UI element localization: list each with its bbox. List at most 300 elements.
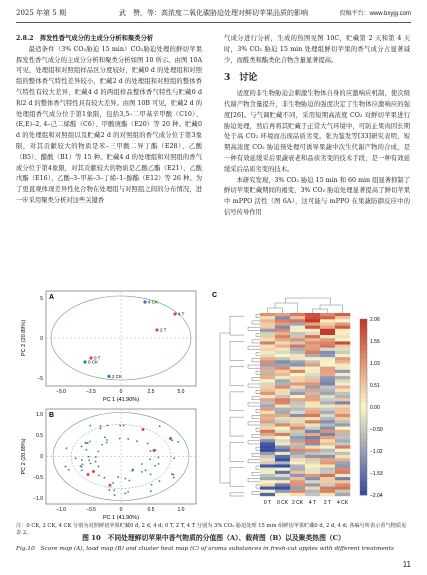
heatmap-cell xyxy=(260,398,275,401)
heatmap-cell xyxy=(335,420,350,423)
loading-point xyxy=(81,459,83,461)
loading-point xyxy=(173,457,175,459)
panel-a-label: A xyxy=(49,294,55,301)
heatmap-cell xyxy=(335,363,350,366)
loading-point xyxy=(85,442,87,444)
figure-caption-en: Fig.10 Score map (A), load map (B) and cluster heat map (C) of aroma substances in fresh-cut apples with different treatments xyxy=(16,546,394,552)
heatmap-cell xyxy=(275,335,290,338)
loading-point xyxy=(95,456,97,458)
heatmap-cell xyxy=(320,354,335,357)
heatmap-cell xyxy=(335,405,350,408)
colorbar-segment xyxy=(360,464,367,469)
heatmap-cell xyxy=(260,461,275,464)
colorbar-segment xyxy=(360,403,367,408)
heatmap-cell xyxy=(260,319,275,322)
colorbar-segment xyxy=(360,319,367,324)
dendrogram-branch xyxy=(256,371,260,374)
heatmap-cell xyxy=(320,401,335,404)
axis-a-x-label: PC 1 (41.90%) xyxy=(102,397,140,403)
heatmap-cell xyxy=(335,395,350,398)
heatmap-cell xyxy=(320,449,335,452)
heatmap-cell xyxy=(290,464,305,467)
loading-sample-point xyxy=(87,473,90,476)
heatmap-cell xyxy=(305,420,320,423)
heatmap-cell xyxy=(260,370,275,373)
loading-point xyxy=(123,424,125,426)
heatmap-column-label: 4 CK xyxy=(336,500,349,506)
axis-b-y-label: PC 2 (20.89%) xyxy=(21,438,27,475)
loading-point xyxy=(104,436,106,438)
heatmap-cell xyxy=(320,483,335,486)
dendrogram-branch xyxy=(256,447,260,450)
colorbar-segment xyxy=(360,341,367,346)
dendrogram-branch xyxy=(256,428,260,431)
loading-point xyxy=(90,462,92,464)
heatmap-cell xyxy=(305,430,320,433)
axis-b-x-tick: 0 xyxy=(119,507,123,513)
loading-point xyxy=(88,459,90,461)
loading-point xyxy=(159,425,161,427)
axis-a-x-tick: 5.0 xyxy=(177,389,185,395)
heatmap-cell xyxy=(275,382,290,385)
dendrogram-branch xyxy=(256,352,260,355)
heatmap-cell xyxy=(320,367,335,370)
heatmap-cell xyxy=(320,477,335,480)
dendrogram-branch xyxy=(252,340,260,343)
heatmap-cell xyxy=(335,458,350,461)
loading-sample-point xyxy=(142,428,145,431)
heatmap-cell xyxy=(305,351,320,354)
heatmap-cell xyxy=(335,442,350,445)
heatmap-cell xyxy=(275,458,290,461)
heatmap-cell xyxy=(275,373,290,376)
heatmap-cell xyxy=(290,442,305,445)
loading-point xyxy=(100,425,102,427)
heatmap-cell xyxy=(320,420,335,423)
loading-point xyxy=(65,466,67,468)
dendrogram-branch xyxy=(252,378,260,381)
loading-point xyxy=(68,469,70,471)
axis-b-y-tick: −0.5 xyxy=(33,475,43,481)
loading-point xyxy=(75,457,77,459)
heatmap-cell xyxy=(260,395,275,398)
loading-points xyxy=(65,424,179,496)
dendrogram-branch xyxy=(230,341,244,360)
loading-sample-point xyxy=(92,470,95,473)
heatmap-cell xyxy=(335,401,350,404)
loading-point xyxy=(158,463,160,465)
loading-point xyxy=(150,450,152,452)
heatmap-cell xyxy=(290,316,305,319)
heatmap-cell xyxy=(260,316,275,319)
colorbar-segment xyxy=(360,455,367,460)
heatmap-cell xyxy=(335,335,350,338)
heatmap-cell xyxy=(335,326,350,329)
colorbar-segment xyxy=(360,411,367,416)
heatmap-cell xyxy=(275,338,290,341)
heatmap-cell xyxy=(290,351,305,354)
heatmap-cell xyxy=(320,468,335,471)
heatmap-cell xyxy=(290,360,305,363)
colorbar-segment xyxy=(360,385,367,390)
heatmap-cell xyxy=(320,316,335,319)
heatmap-cell xyxy=(290,408,305,411)
heatmap-cell xyxy=(260,338,275,341)
heatmap-cell xyxy=(275,461,290,464)
score-point-label: 0 CK xyxy=(88,359,99,365)
heatmap-cell xyxy=(320,458,335,461)
header-rule xyxy=(16,22,411,23)
heatmap-cell xyxy=(290,446,305,449)
heatmap-cell xyxy=(320,427,335,430)
heatmap-cell xyxy=(275,395,290,398)
loading-point xyxy=(141,463,143,465)
score-point xyxy=(155,328,158,331)
heatmap-cell xyxy=(335,319,350,322)
score-points xyxy=(83,300,184,379)
heatmap-cell xyxy=(335,430,350,433)
loading-point xyxy=(81,469,83,471)
heatmap-cell xyxy=(290,490,305,493)
heatmap-cell xyxy=(275,449,290,452)
colorbar-segment xyxy=(360,345,367,350)
heatmap-cell xyxy=(335,427,350,430)
heatmap-cell xyxy=(305,446,320,449)
heatmap-cell xyxy=(275,313,290,316)
heatmap-cell xyxy=(305,471,320,474)
loading-point xyxy=(147,443,149,445)
dendrogram-branch xyxy=(230,392,244,411)
heatmap-cell xyxy=(335,360,350,363)
heatmap-cell xyxy=(260,360,275,363)
heatmap-cell xyxy=(275,430,290,433)
heatmap-cell xyxy=(260,363,275,366)
heatmap-cell xyxy=(275,319,290,322)
heatmap-cell xyxy=(305,408,320,411)
loading-sample-point xyxy=(169,437,172,440)
loading-point xyxy=(132,468,134,470)
heatmap-cell xyxy=(320,379,335,382)
loading-point xyxy=(124,492,126,494)
heatmap-cell xyxy=(290,319,305,322)
heatmap-cell xyxy=(320,464,335,467)
heatmap-cell xyxy=(305,468,320,471)
heatmap-cell xyxy=(290,493,305,496)
heatmap-cell xyxy=(260,401,275,404)
heatmap-cell xyxy=(290,322,305,325)
row-dendrogram xyxy=(220,315,260,496)
panel-c xyxy=(212,292,383,506)
heatmap-cell xyxy=(290,363,305,366)
score-point-label: 4 CK xyxy=(148,299,159,305)
colorbar-segment xyxy=(360,473,367,478)
heatmap-cell xyxy=(305,322,320,325)
heatmap-cell xyxy=(260,430,275,433)
heatmap-cell xyxy=(275,348,290,351)
heatmap-cell xyxy=(320,373,335,376)
heatmap-cell xyxy=(335,468,350,471)
heatmap-cell xyxy=(260,452,275,455)
heatmap-cell xyxy=(290,433,305,436)
heatmap-cell xyxy=(305,389,320,392)
heatmap-cell xyxy=(290,386,305,389)
heatmap-cell xyxy=(320,360,335,363)
colorbar-segment xyxy=(360,460,367,465)
heatmap-cell xyxy=(335,408,350,411)
loading-point xyxy=(106,442,108,444)
heatmap-cell xyxy=(290,313,305,316)
heatmap-cell xyxy=(290,348,305,351)
heatmap-cell xyxy=(290,474,305,477)
loading-point xyxy=(108,489,110,491)
loading-point xyxy=(113,489,115,491)
heatmap-cell xyxy=(305,367,320,370)
heatmap-cell xyxy=(320,442,335,445)
heatmap-cell xyxy=(305,338,320,341)
axis-a-y-ticks xyxy=(37,296,43,382)
axis-a-x-tick: −2.5 xyxy=(86,389,96,395)
heatmap-cell xyxy=(305,433,320,436)
heatmap-cell xyxy=(275,493,290,496)
heatmap-cell xyxy=(290,417,305,420)
heatmap-cell xyxy=(275,446,290,449)
heatmap-cell xyxy=(335,370,350,373)
dendrogram-branch xyxy=(248,460,260,463)
heatmap-cell xyxy=(275,464,290,467)
colorbar-segment xyxy=(360,332,367,337)
heatmap-cell xyxy=(275,389,290,392)
heatmap-cell xyxy=(260,436,275,439)
colorbar-segment xyxy=(360,323,367,328)
heatmap-cell xyxy=(260,367,275,370)
colorbar-segment xyxy=(360,425,367,430)
heatmap-cell xyxy=(305,417,320,420)
score-point xyxy=(89,356,92,359)
dendrogram-branch xyxy=(252,416,260,419)
heatmap-cell xyxy=(305,442,320,445)
heatmap-cell xyxy=(260,458,275,461)
heatmap-cell xyxy=(260,373,275,376)
heatmap-cell xyxy=(290,480,305,483)
heatmap-cell xyxy=(320,392,335,395)
heatmap-cell xyxy=(275,332,290,335)
heatmap-cell xyxy=(275,487,290,490)
heatmap-cell xyxy=(335,322,350,325)
heatmap-cell xyxy=(260,446,275,449)
heatmap-cell xyxy=(335,487,350,490)
heatmap-cell xyxy=(290,389,305,392)
heatmap-cell xyxy=(335,414,350,417)
color-scale-bar xyxy=(360,317,383,499)
heatmap-cell xyxy=(335,474,350,477)
heatmap-cell xyxy=(290,405,305,408)
heatmap-cell xyxy=(305,487,320,490)
heatmap-cell xyxy=(260,487,275,490)
heatmap-cell xyxy=(290,401,305,404)
heatmap-column-label: 0 CK xyxy=(276,500,289,506)
heatmap-cell xyxy=(320,480,335,483)
score-point-label: 4 T xyxy=(178,311,185,317)
heatmap-cell xyxy=(335,367,350,370)
heatmap-cell xyxy=(275,480,290,483)
loading-point xyxy=(136,440,138,442)
heatmap-cell xyxy=(290,341,305,344)
loading-point xyxy=(124,478,126,480)
heatmap-cell xyxy=(320,490,335,493)
heatmap-cell xyxy=(290,471,305,474)
heatmap-cell xyxy=(290,376,305,379)
heatmap-cell xyxy=(320,370,335,373)
colorbar-tick: −2.04 xyxy=(370,493,383,499)
heatmap-cell xyxy=(275,414,290,417)
heatmap-cell xyxy=(335,329,350,332)
heatmap-cell xyxy=(260,474,275,477)
colorbar-segment xyxy=(360,354,367,359)
heatmap-cell xyxy=(335,345,350,348)
heatmap-cell xyxy=(275,363,290,366)
heatmap-cell xyxy=(305,326,320,329)
colorbar-segment xyxy=(360,442,367,447)
heatmap-cell xyxy=(260,382,275,385)
heatmap-cell xyxy=(260,449,275,452)
heatmap-cell xyxy=(260,439,275,442)
heatmap-cell xyxy=(275,376,290,379)
dendrogram-branch xyxy=(256,390,260,393)
colorbar-tick: 0.51 xyxy=(370,383,380,389)
heatmap-cell xyxy=(305,461,320,464)
heatmap-cell xyxy=(335,417,350,420)
loading-point xyxy=(106,439,108,441)
heatmap-cell xyxy=(260,392,275,395)
heatmap-cell xyxy=(305,348,320,351)
colorbar-segment xyxy=(360,429,367,434)
heatmap-cell xyxy=(290,477,305,480)
heatmap-cell xyxy=(260,389,275,392)
colorbar-segment xyxy=(360,367,367,372)
colorbar-segment xyxy=(360,416,367,421)
heatmap-cell xyxy=(320,319,335,322)
colorbar-segment xyxy=(360,398,367,403)
axis-b-x-tick: 1.0 xyxy=(177,507,185,513)
colorbar-tick: 2.06 xyxy=(370,317,380,323)
heatmap-cell xyxy=(290,379,305,382)
loading-point xyxy=(149,458,151,460)
loading-point xyxy=(117,476,119,478)
loading-point xyxy=(98,474,100,476)
heatmap-cell xyxy=(335,398,350,401)
heatmap-cell xyxy=(335,357,350,360)
heatmap-cell xyxy=(335,379,350,382)
heatmap-cell xyxy=(260,468,275,471)
heatmap-cell xyxy=(290,487,305,490)
heatmap-cell xyxy=(260,423,275,426)
heatmap-cell xyxy=(275,455,290,458)
heatmap-cell xyxy=(275,379,290,382)
heatmap-cell xyxy=(290,338,305,341)
loading-point xyxy=(145,469,147,471)
colorbar-tick: −1.02 xyxy=(370,449,383,455)
panel-b xyxy=(21,409,196,521)
heatmap-cell xyxy=(275,471,290,474)
loading-point xyxy=(127,491,129,493)
dendrogram-branch xyxy=(256,466,260,469)
heatmap-cell xyxy=(305,357,320,360)
panel-c-label: C xyxy=(212,292,218,299)
heatmap-cell xyxy=(335,446,350,449)
dendrogram-branch xyxy=(252,397,260,400)
heatmap-cell xyxy=(260,332,275,335)
axis-b-x-label: PC 1 (41.90%) xyxy=(102,515,140,521)
heatmap-cell xyxy=(320,326,335,329)
right-paragraph-top: 气成分进行分析，生成的热图见图 10C，贮藏第 2 天和第 4 天时，3% CO₂ 胁迫 15 min 处理组鲜切苹果的香气成分占显著减少，而醛类和酯类化合物含量显著提高。 xyxy=(224,35,410,64)
dendrogram-branch xyxy=(252,491,260,494)
heatmap-cell xyxy=(290,427,305,430)
heatmap-cell xyxy=(335,483,350,486)
heatmap-cell xyxy=(335,490,350,493)
dendrogram-branch xyxy=(248,365,260,368)
colorbar-segment xyxy=(360,491,367,496)
right-paragraph-2: 适度的非生物胁迫会刺激生物体自身的应激响应机制，使次级代谢产物含量提升，非生物胁迫的强度决定了生物体应激响应的强度[26]。与气调贮藏不同，采用短期高浓度 CO₂ 对鲜切苹果进行胁迫处理，然后再将其贮藏于正常大气环境中，可防止果肉因长期处于高 CO₂ 环境而出现品质劣变。张为鉴发等[33]研究表明，短期高浓度 CO₂ 胁迫预处理可诱导果蔬中次生代谢产物的合成，是一种有效延缓采后果蔬衰老和品质劣变的技术手段，是一种有效延缓采后品质劣变的技术。 xyxy=(224,90,410,173)
colorbar-segment xyxy=(360,407,367,412)
heatmap-cell xyxy=(320,439,335,442)
heatmap-cell xyxy=(305,423,320,426)
heatmap-cell xyxy=(335,341,350,344)
loading-point xyxy=(101,444,103,446)
page-number: 11 xyxy=(402,560,411,569)
colorbar-segment xyxy=(360,359,367,364)
heatmap-cell xyxy=(305,490,320,493)
heatmap-cell xyxy=(305,382,320,385)
heatmap-cell xyxy=(260,357,275,360)
heatmap-cell xyxy=(320,452,335,455)
heatmap-cell xyxy=(260,386,275,389)
loading-point xyxy=(89,441,91,443)
heatmap-cell xyxy=(275,405,290,408)
heatmap-cell xyxy=(275,370,290,373)
figure-10 xyxy=(16,283,411,523)
heatmap-cell xyxy=(260,329,275,332)
colorbar-segment xyxy=(360,363,367,368)
heatmap-cell xyxy=(260,341,275,344)
column-dendrogram xyxy=(268,298,343,313)
heatmap-cell xyxy=(335,382,350,385)
loading-point xyxy=(89,425,91,427)
heatmap-column-label: 0 T xyxy=(263,500,272,506)
dendrogram-branch xyxy=(230,442,244,461)
loading-point xyxy=(107,424,109,426)
heatmap-cell xyxy=(305,455,320,458)
figure-note: 注：0 CK, 2 CK, 4 CK 分别为对照鲜切苹果贮藏0 d, 2 d, 4 d; 0 T, 2 T, 4 T 分别为 3% CO₂ 胁迫处理 15 min 组鲜切苹果贮藏0 d, 2 d, 4 d; 各编号所表示香气物质见表 2。 xyxy=(16,523,407,536)
dendrogram-branch xyxy=(252,472,260,475)
loading-point xyxy=(88,456,90,458)
heatmap-cell xyxy=(305,480,320,483)
heatmap-cell xyxy=(305,427,320,430)
loading-point xyxy=(85,449,87,451)
heatmap-cell xyxy=(275,433,290,436)
page-header xyxy=(0,0,427,30)
score-point xyxy=(143,300,146,303)
dendrogram-branch xyxy=(248,479,260,482)
heatmap-cell xyxy=(305,354,320,357)
heatmap-cell xyxy=(335,376,350,379)
heatmap-cell xyxy=(320,329,335,332)
heatmap-cell xyxy=(305,395,320,398)
dendrogram-branch xyxy=(248,346,260,349)
heatmap-cell xyxy=(290,398,305,401)
heatmap-cell xyxy=(320,455,335,458)
journal-issue: 2025 年第 5 期 xyxy=(16,9,66,17)
heatmap-cell xyxy=(320,382,335,385)
